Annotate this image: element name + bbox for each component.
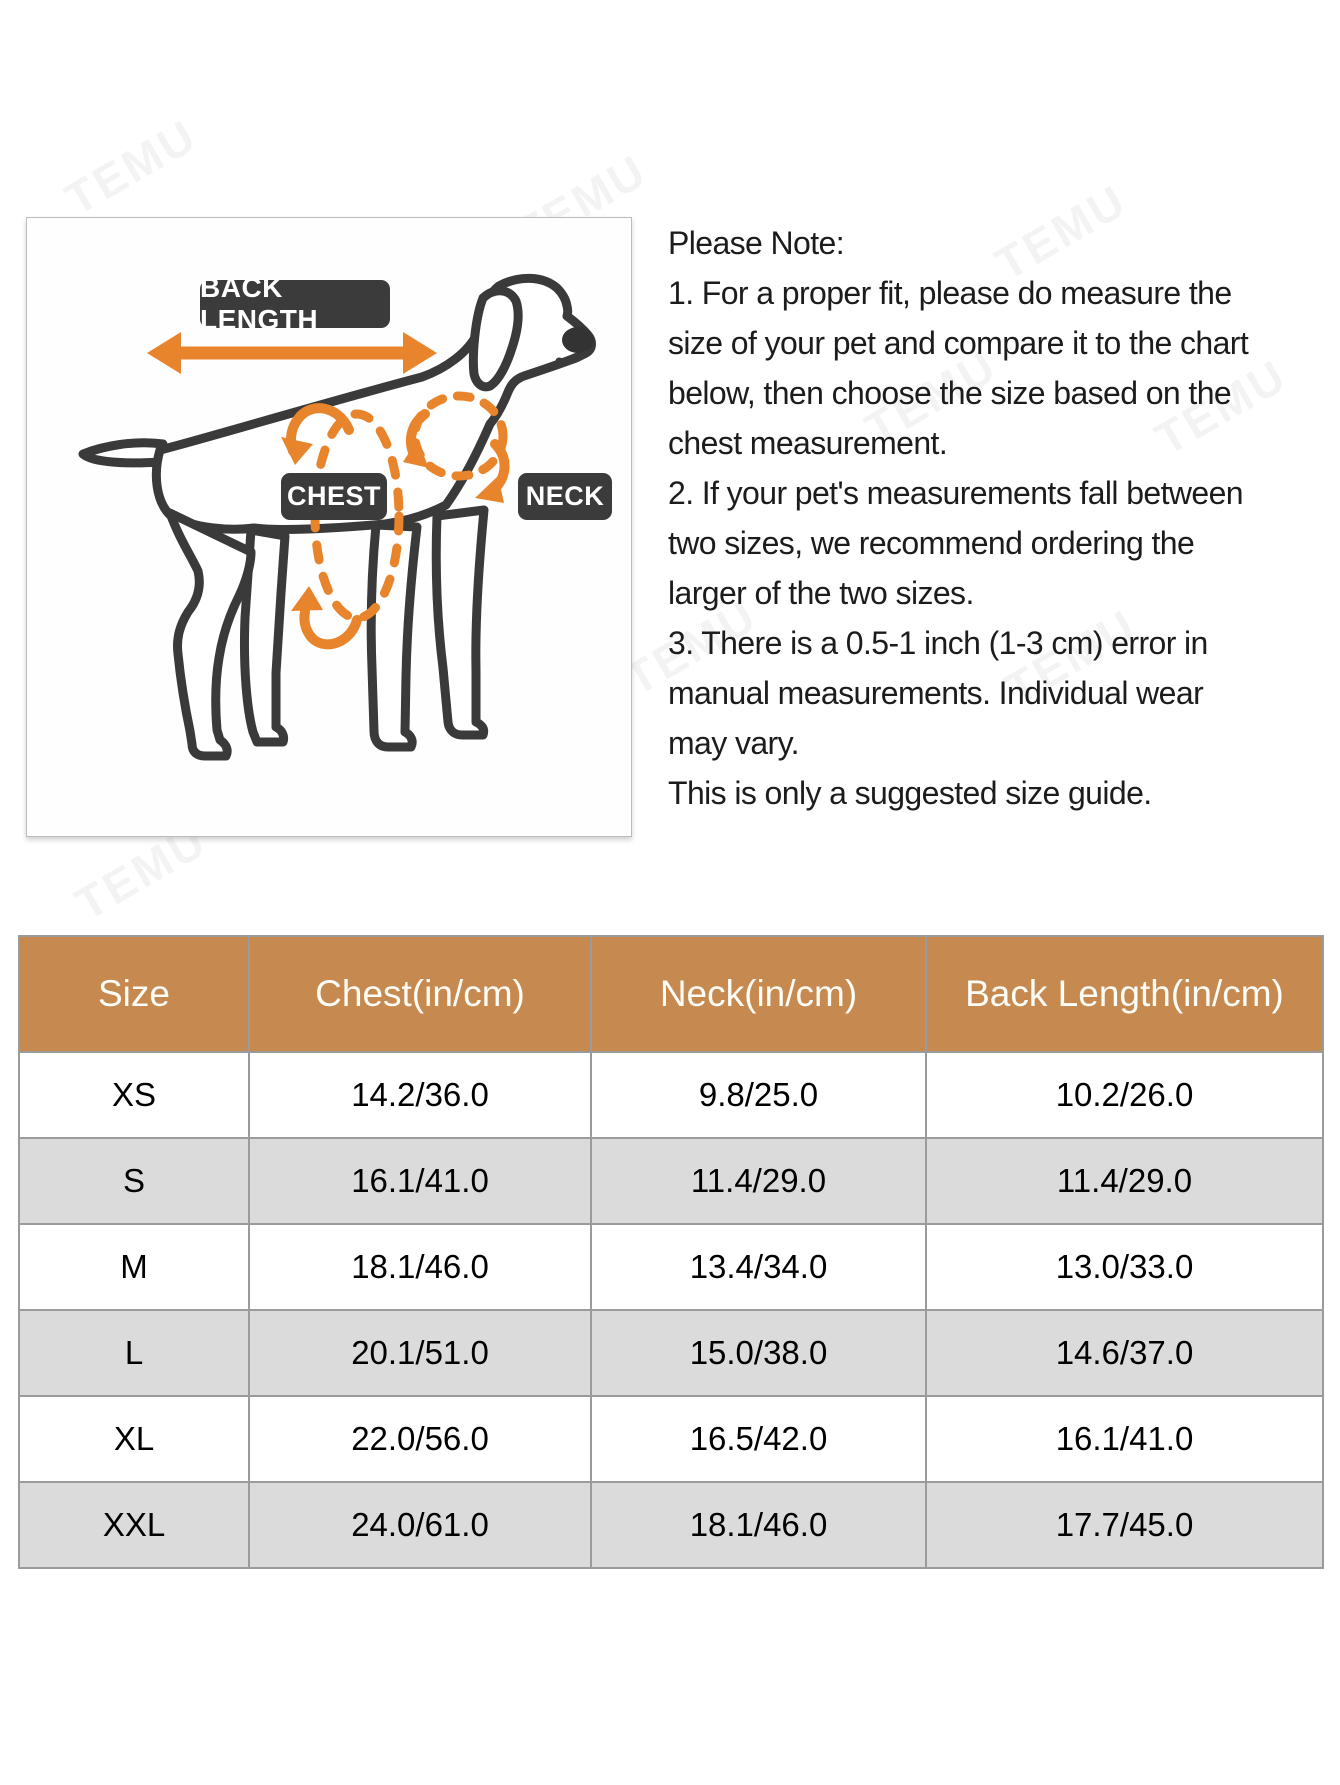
table-row [19,1396,1323,1482]
table-cell: 16.1/41.0 [249,1138,591,1224]
column-header: Neck(in/cm) [591,936,926,1052]
note-line: size of your pet and compare it to the chart [668,325,1249,361]
back-length-label: BACK LENGTH [200,280,390,328]
table-row [19,1138,1323,1224]
table-cell: L [19,1310,249,1396]
column-header: Chest(in/cm) [249,936,591,1052]
column-header: Size [19,936,249,1052]
column-header: Back Length(in/cm) [926,936,1323,1052]
table-cell: 14.2/36.0 [249,1052,591,1138]
note-line: two sizes, we recommend ordering the [668,525,1195,561]
size-table [18,935,1324,1569]
note-line: This is only a suggested size guide. [668,775,1152,811]
table-cell: 15.0/38.0 [591,1310,926,1396]
table-row [19,1224,1323,1310]
table-cell: 18.1/46.0 [249,1224,591,1310]
dog-nose [562,327,594,353]
table-row [19,1052,1323,1138]
note-line: below, then choose the size based on the [668,375,1232,411]
table-cell: M [19,1224,249,1310]
table-cell: 13.0/33.0 [926,1224,1323,1310]
table-cell: 11.4/29.0 [926,1138,1323,1224]
temu-watermark [56,108,206,226]
note-line: larger of the two sizes. [668,575,974,611]
note-line: 1. For a proper fit, please do measure the [668,275,1232,311]
table-cell: XXL [19,1482,249,1568]
table-header-row [19,936,1323,1052]
table-cell: 24.0/61.0 [249,1482,591,1568]
table-row [19,1482,1323,1568]
table-cell: 17.7/45.0 [926,1482,1323,1568]
table-cell: XL [19,1396,249,1482]
table-cell: XS [19,1052,249,1138]
table-cell: 18.1/46.0 [591,1482,926,1568]
table-cell: 22.0/56.0 [249,1396,591,1482]
note-line: Please Note: [668,225,845,261]
size-guide-diagram [26,217,632,837]
table-cell: 20.1/51.0 [249,1310,591,1396]
table-cell: S [19,1138,249,1224]
table-cell: 13.4/34.0 [591,1224,926,1310]
table-cell: 14.6/37.0 [926,1310,1323,1396]
note-line: 3. There is a 0.5-1 inch (1-3 cm) error in [668,625,1208,661]
table-cell: 16.5/42.0 [591,1396,926,1482]
chest-label: CHEST [281,473,387,520]
table-cell: 11.4/29.0 [591,1138,926,1224]
notes-section [668,218,1248,818]
note-line: 2. If your pet's measurements fall between [668,475,1243,511]
note-line: may vary. [668,725,799,761]
note-line: chest measurement. [668,425,948,461]
neck-label: NECK [518,473,612,520]
table-cell: 16.1/41.0 [926,1396,1323,1482]
table-cell: 9.8/25.0 [591,1052,926,1138]
table-row [19,1310,1323,1396]
note-line: manual measurements. Individual wear [668,675,1204,711]
table-cell: 10.2/26.0 [926,1052,1323,1138]
